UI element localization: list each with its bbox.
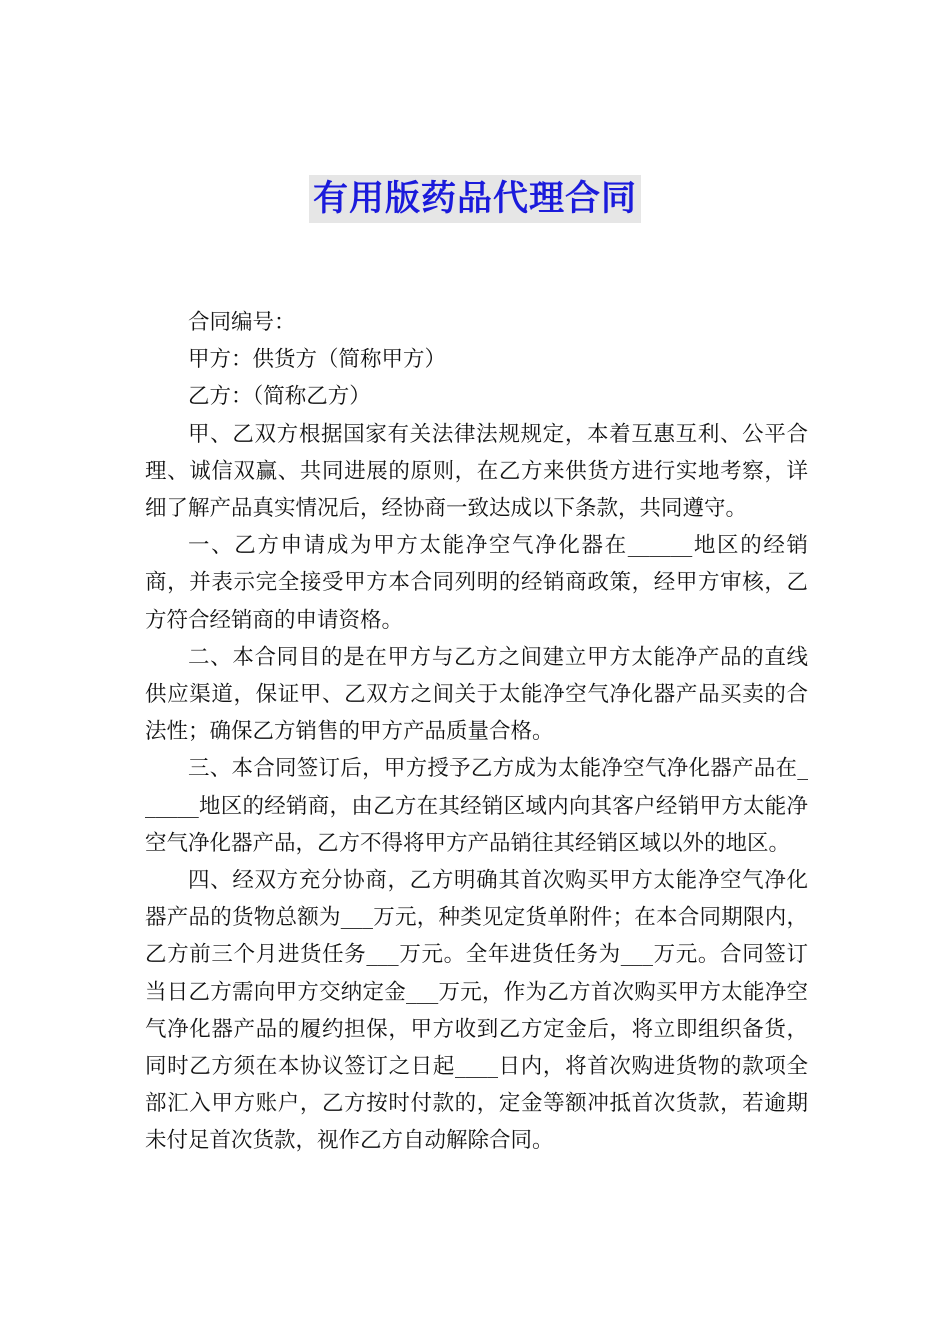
contract-number-line: 合同编号： [188,310,296,335]
title-container [0,175,950,223]
clause-3-paragraph: 三、本合同签订后，甲方授予乙方成为太能净空气净化器产品在______地区的经销商，由乙方在其经销区域内向其客户经销甲方太能净空气净化器产品，乙方不得将甲方产品销往其经销区域以外的地区。 [145,756,808,856]
document-body [145,304,808,1160]
clause-2-paragraph: 二、本合同目的是在甲方与乙方之间建立甲方太能净产品的直线供应渠道，保证甲、乙双方之间关于太能净空气净化器产品买卖的合法性；确保乙方销售的甲方产品质量合格。 [145,644,808,745]
clause-1-paragraph: 一、乙方申请成为甲方太能净空气净化器在______地区的经销商，并表示完全接受甲方本合同列明的经销商政策，经甲方审核，乙方符合经销商的申请资格。 [145,533,808,633]
party-a-line: 甲方：供货方（简称甲方） [188,347,447,373]
preamble-paragraph: 甲、乙双方根据国家有关法律法规规定，本着互惠互利、公平合理、诚信双赢、共同进展的原则，在乙方来供货方进行实地考察，详细了解产品真实情况后，经协商一致达成以下条款，共同遵守。 [145,421,808,522]
document-title: 有用版药品代理合同 [309,175,641,223]
clause-4-paragraph: 四、经双方充分协商，乙方明确其首次购买甲方太能净空气净化器产品的货物总额为___万元，种类见定货单附件；在本合同期限内，乙方前三个月进货任务___万元。全年进货任务为___万元。合同签订当日乙方需向甲方交纳定金___万元，作为乙方首次购买甲方太能净空气净化器产品的履约担保，甲方收到乙方定金后，将立即组织备货，同时乙方须在本协议签订之日起____日内，将首次购进货物的款项全部汇入甲方账户，乙方按时付款的，定金等额冲抵首次货款，若逾期未付足首次货款，视作乙方自动解除合同。 [145,868,808,1154]
party-b-line: 乙方：（简称乙方） [188,384,371,410]
